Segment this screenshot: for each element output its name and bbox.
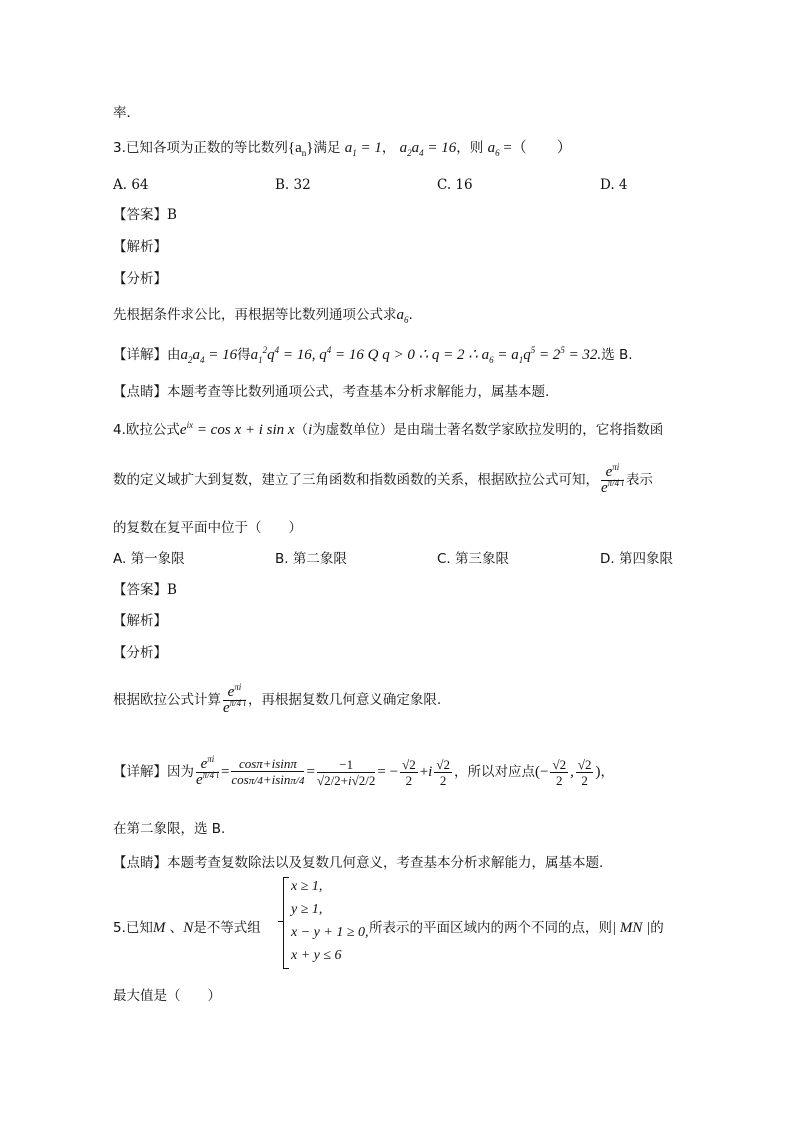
- q3-cond1: $a_1 = 1$: [344, 140, 382, 158]
- q5-row-2: y ≥ 1,: [291, 902, 323, 917]
- q3-remark: 【点睛】本题考查等比数列通项公式，考查基本分析求解能力，属基本题.: [113, 384, 550, 400]
- q3-stem-b: 满足: [313, 140, 341, 156]
- q3-option-a: A. 64: [113, 177, 149, 193]
- q3-detail: 【详解】由$a_2a_4 = 16$得$a_1^2q^4 = 16$, $q^4 = 16$ Q q > 0 ∴ q = 2 ∴ $a_6 = a_1q^5 = 2^5 = 32$.选 B.: [113, 345, 633, 365]
- q4-option-b: B. 第二象限: [275, 551, 347, 567]
- q4-remark: 【点睛】本题考查复数除法以及复数几何意义，考查基本分析求解能力，属基本题.: [113, 855, 604, 871]
- q3-comma: ，: [381, 140, 396, 156]
- q3-seq: $\{a_n\}$: [287, 140, 314, 158]
- q3-option-b: B. 32: [275, 177, 311, 193]
- q4-detail-line2: 在第二象限，选 B.: [113, 821, 226, 837]
- q3-stem-a: 3.已知各项为正数的等比数列: [113, 140, 288, 156]
- q3-analysis-tag: 【解析】: [113, 239, 167, 255]
- q3-cond2: $a_2a_4 = 16$: [399, 140, 457, 158]
- q4-option-c: C. 第三象限: [437, 551, 510, 567]
- q4-fenxi: 根据欧拉公式计算 $\frac{e^{\pi i}}{e^{\pi/4 i}}$ ，再根据复数几何意义确定象限.: [113, 681, 442, 716]
- q4-stem-line2: 数的定义域扩大到复数，建立了三角函数和指数函数的关系，根据欧拉公式可知， $\frac{e^{\pi i}}{e^{\pi/4 i}}$ 表示: [113, 461, 653, 496]
- q4-stem-line3: 的复数在复平面中位于（ ）: [113, 520, 302, 536]
- q4-fenxi-tag: 【分析】: [113, 645, 167, 661]
- q3-stem: [113, 138, 572, 158]
- q4-analysis-tag: 【解析】: [113, 613, 167, 629]
- q3-target-rhs: =（ ）: [499, 140, 572, 156]
- q3-option-c: C. 16: [437, 177, 473, 193]
- q5-stem-c: 所表示的平面区域内的两个不同的点，则| MN |的: [369, 920, 664, 936]
- q4-option-a: A. 第一象限: [113, 551, 185, 567]
- q3-fenxi: 先根据条件求公比，再根据等比数列通项公式求$a_6$.: [113, 307, 413, 325]
- q4-detail: 【详解】因为 $\frac{e^{\pi i}}{e^{\pi/4 i}}$ = $\frac{\cos\pi+isin\pi}{\cos\pi/4+isin\pi/4}$ = $\frac{-1}{√2/2+i√2/2}$ = − $\frac{√2}{2}$ +i $\frac{√2}{2}$ ，所以对应点(− $\frac{√2}{2}$ , $\frac{√2}{2}$ )，: [113, 753, 614, 788]
- q3-target: $a_6$: [487, 140, 500, 158]
- q5-stem-a: 5.已知M 、N是不等式组: [113, 920, 261, 936]
- q2-tail: 率．: [113, 105, 140, 121]
- q5-row-4: x + y ≤ 6: [291, 948, 342, 963]
- q4-stem-line1: 4.欧拉公式$e^{ix} = \cos x + i$ sin x（i为虚数单位）是由瑞士著名数学家欧拉发明的，它将指数函: [113, 420, 664, 438]
- q5-inequality-system: [283, 877, 373, 969]
- q3-option-d: D. 4: [600, 177, 628, 193]
- q4-answer: 【答案】B: [113, 582, 177, 598]
- q5-row-3: x − y + 1 ≥ 0,: [291, 925, 369, 940]
- q4-option-d: D. 第四象限: [600, 551, 673, 567]
- q5-row-1: x ≥ 1,: [291, 879, 323, 894]
- q3-answer: 【答案】B: [113, 207, 177, 223]
- q3-stem-c: ，则: [456, 140, 484, 156]
- q5-line2: 最大值是（ ）: [113, 988, 221, 1004]
- q3-fenxi-tag: 【分析】: [113, 271, 167, 287]
- q4-euler-fraction: $\frac{e^{\pi i}}{e^{\pi/4 i}}$: [601, 461, 624, 496]
